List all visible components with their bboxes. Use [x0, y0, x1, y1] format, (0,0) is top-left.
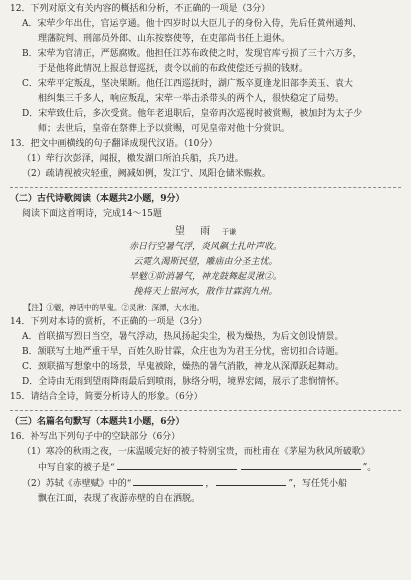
q12-option-a-line2: 理藩院判、刑部员外郎、山东按察使等，在吏部尚书任上退休。 — [38, 34, 291, 44]
poem-title — [10, 224, 401, 240]
q16-item-1-line1: （1）寒冷的秋雨之夜，一床温暖完好的被子特别宝贵，而杜甫在《茅屋为秋风所破歌》 — [22, 447, 370, 457]
q16-blank-2[interactable] — [241, 460, 361, 470]
q14-option-d: D．全诗由无雨到望雨降雨最后到喷雨，脉络分明，境界宏阔，展示了悲悯情怀。 — [22, 377, 345, 387]
q12-option-d-line1: D．宋荦致仕后，多次受赏。他年老退职后，皇帝再次巡视时被赏赐，被加封为太子少 — [22, 109, 363, 119]
q14-option-b: B．颔联写土地严重干旱，百姓久盼甘霖，众庄也为为君王分忧，密切扣合诗题。 — [22, 347, 344, 357]
q16-item-2-prefix: （2）苏轼《赤壁赋》中的“ — [22, 479, 132, 489]
q16-blank-3[interactable] — [133, 476, 203, 486]
poem-note: 【注】①魃，神话中的旱鬼。②灵湫：深潭，大水池。 — [24, 303, 204, 312]
poem-line-3: 旱魃①阶消暑气，神龙鼓舞起灵湫②。 — [128, 272, 282, 282]
q16-item-1-prefix: 中写自家的被子是“ — [38, 463, 115, 473]
q16-blank-1[interactable] — [117, 460, 237, 470]
q12-option-a-line1: A．宋荦少年出仕，官运亨通。他十四岁时以大臣儿子的身份入侍，先后任黄州通判、 — [22, 19, 362, 29]
section-2-intro: 阅读下面这首明诗，完成14～15题 — [22, 209, 162, 219]
q12-option-b-line2: 于是他将此情况上报总督巡抚，责令以前的布政使偿还亏损的钱财。 — [38, 64, 309, 74]
section-divider-2 — [10, 410, 401, 411]
q16-item-2-line1 — [10, 476, 401, 492]
poem-line-4: 挽将天上银河水，散作甘霖润九州。 — [133, 287, 278, 297]
q12-option-d-line2: 师；去世后，皇帝在祭葬上予以赏赐，可见皇帝对他十分赏识。 — [38, 124, 291, 134]
poem-line-1: 赤日行空暑气浮，炎风飙土扎叶声收。 — [128, 242, 282, 252]
q16-item-2-suffix: ”，写任凭小船 — [288, 479, 347, 489]
q14-option-a: A．首联描写烈日当空，暑气浮动，热风扬起尖尘，极为燥热，为后文创设情景。 — [22, 332, 344, 342]
q14-stem: 14．下列对本诗的赏析，不正确的一项是（3分） — [10, 317, 208, 327]
q15-stem: 15．请结合全诗，简要分析诗人的形象。（6分） — [10, 392, 203, 402]
q12-option-b-line1: B．宋荦为官清正，严惩腐败。他担任江苏布政使之时，发现官库亏损了三十六万多， — [22, 49, 362, 59]
poem-line-2: 云霓久渴斯民望，雕庙由分圣主忧。 — [133, 257, 278, 267]
q13-sentence-1: （1）荦行次彭泽，闻报，檄发湖口所泊兵船，兵乃进。 — [22, 154, 244, 164]
poem-author: 于谦 — [222, 228, 237, 236]
q16-item-1-line2 — [10, 460, 401, 476]
q16-item-1-suffix: ”。 — [362, 463, 377, 473]
q12-option-c-line1: C．宋荦平定叛乱，坚决果断。他任江西巡抚时，湖广叛卒夏逢龙旧部李美玉、袁大 — [22, 79, 353, 89]
section-divider — [10, 187, 401, 188]
q14-option-c: C．颈联描写想象中的场景，旱鬼被除，燥热的暑气消散，神龙从深潭跃起舞动。 — [22, 362, 344, 372]
q16-item-2-line2: 飘在江面，表现了夜游赤壁的自在洒脱。 — [38, 494, 201, 504]
q16-stem: 16．补写出下列句子中的空缺部分（6分） — [10, 432, 181, 442]
q16-blank-4[interactable] — [216, 476, 286, 486]
section-2-heading: （二）古代诗歌阅读（本题共2小题，9分） — [10, 194, 185, 204]
q12-option-c-line2: 相纠集三千多人，响应叛乱，宋荦一举击杀带头的两个人，很快稳定了局势。 — [38, 94, 345, 104]
section-3-heading: （三）名篇名句默写（本题共1小题，6分） — [10, 417, 185, 427]
q13-sentence-2: （2）疏请视被灾轻重，阙减如例，发江宁、凤阳仓储米赈救。 — [22, 169, 271, 179]
q16-item-2-comma: ， — [205, 479, 215, 489]
q12-stem: 12．下列对原文有关内容的概括和分析，不正确的一项是（3分） — [10, 4, 271, 14]
poem-title-text: 望 雨 — [174, 226, 217, 237]
q13-stem: 13．把文中画横线的句子翻译成现代汉语。（10分） — [10, 139, 218, 149]
